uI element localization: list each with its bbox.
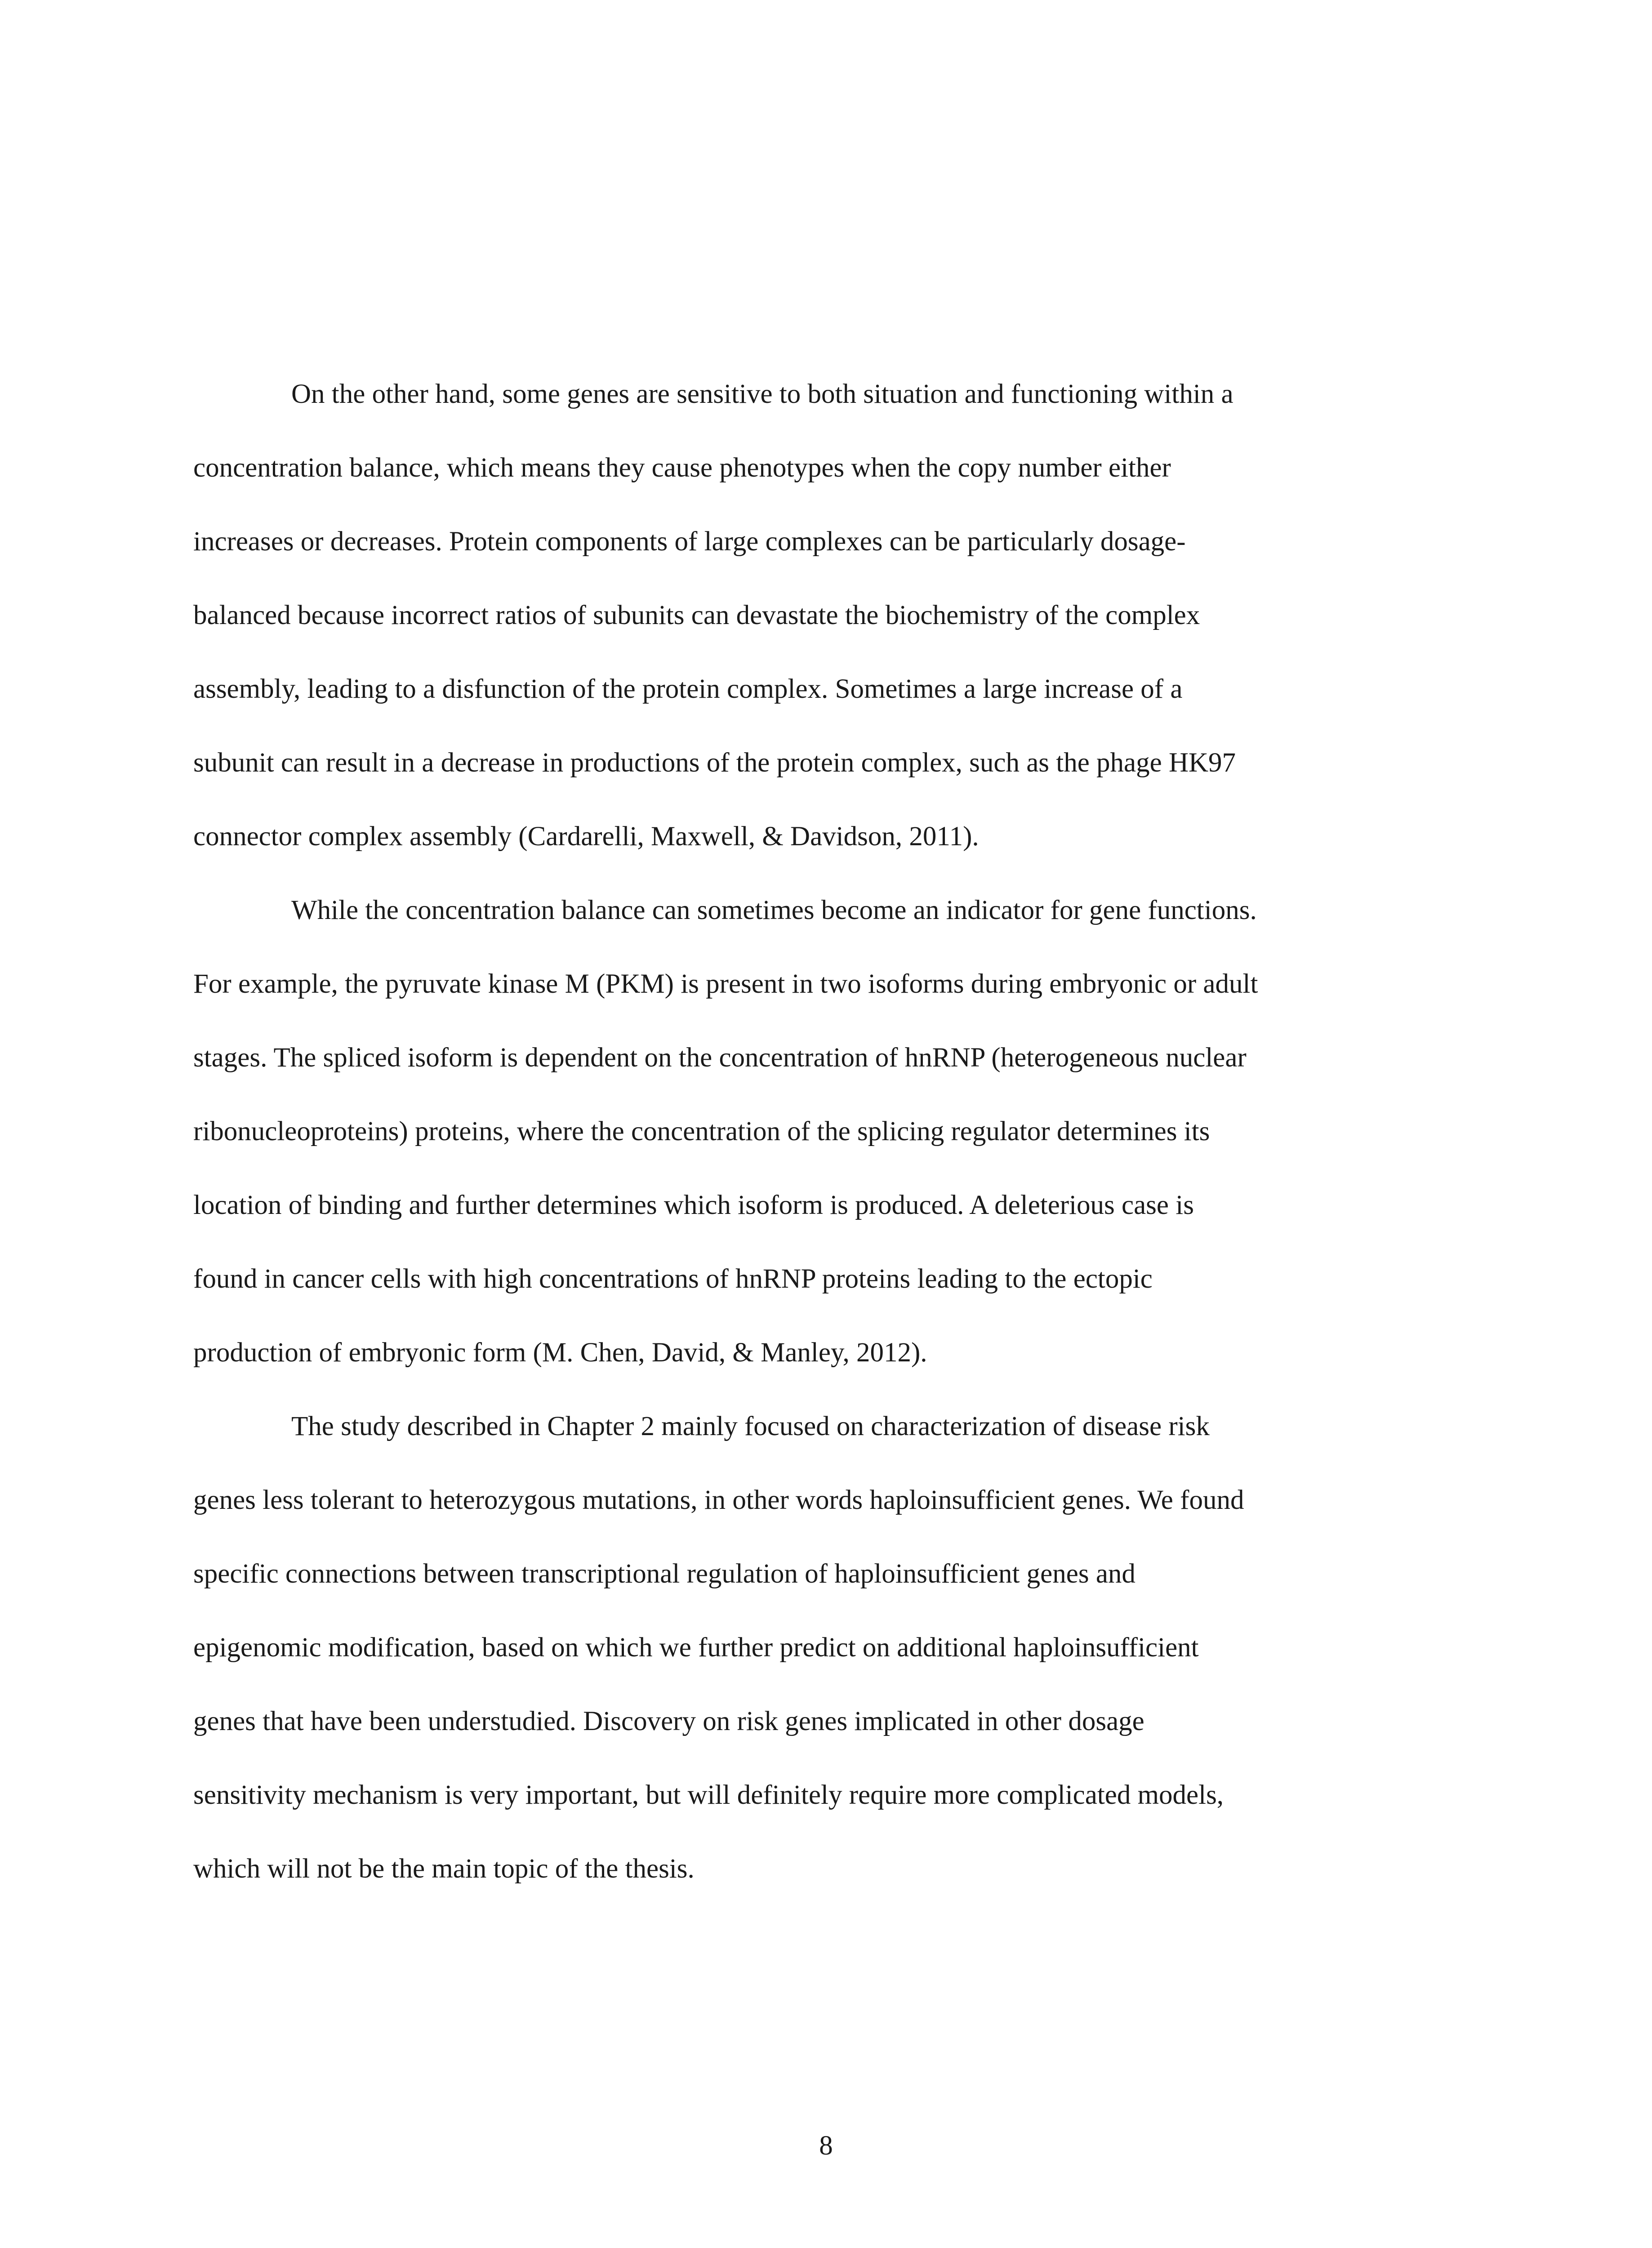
paragraph-2-line-5: location of binding and further determines which isoform is produced. A deleterious case is (193, 1190, 1194, 1220)
paragraph-1-line-4: balanced because incorrect ratios of subunits can devastate the biochemistry of the complex (193, 600, 1200, 630)
paragraph-2-line-7: production of embryonic form (M. Chen, David, & Manley, 2012). (193, 1338, 927, 1368)
paragraph-2-line-1: While the concentration balance can sometimes become an indicator for gene functions. (291, 895, 1257, 925)
paragraph-2-line-4: ribonucleoproteins) proteins, where the concentration of the splicing regulator determines its (193, 1116, 1210, 1146)
paragraph-1-line-5: assembly, leading to a disfunction of the protein complex. Sometimes a large increase of a (193, 674, 1183, 704)
paragraph-2-line-6: found in cancer cells with high concentrations of hnRNP proteins leading to the ectopic (193, 1264, 1153, 1294)
paragraph-3-line-6: sensitivity mechanism is very important, but will definitely require more complicated models, (193, 1780, 1224, 1810)
paragraph-3-line-2: genes less tolerant to heterozygous mutations, in other words haploinsufficient genes. We found (193, 1485, 1244, 1515)
paragraph-3-line-7: which will not be the main topic of the thesis. (193, 1854, 695, 1884)
paragraph-3-line-3: specific connections between transcriptional regulation of haploinsufficient genes and (193, 1559, 1135, 1589)
paragraph-3-line-1: The study described in Chapter 2 mainly focused on characterization of disease risk (291, 1411, 1210, 1441)
paragraph-1-line-1: On the other hand, some genes are sensitive to both situation and functioning within a (291, 379, 1233, 409)
paragraph-1-line-6: subunit can result in a decrease in productions of the protein complex, such as the phage HK97 (193, 748, 1236, 778)
paragraph-1-line-7: connector complex assembly (Cardarelli, Maxwell, & Davidson, 2011). (193, 821, 979, 852)
paragraph-1-line-3: increases or decreases. Protein components of large complexes can be particularly dosage- (193, 526, 1186, 557)
paragraph-2-line-2: For example, the pyruvate kinase M (PKM) is present in two isoforms during embryonic or adult (193, 969, 1258, 999)
body-text (193, 357, 1443, 1906)
paragraph-1-line-2: concentration balance, which means they cause phenotypes when the copy number either (193, 453, 1171, 483)
paragraph-2-line-3: stages. The spliced isoform is dependent on the concentration of hnRNP (heterogeneous nuclear (193, 1043, 1247, 1073)
paragraph-3-line-4: epigenomic modification, based on which we further predict on additional haploinsufficient (193, 1632, 1199, 1663)
paragraph-3-line-5: genes that have been understudied. Discovery on risk genes implicated in other dosage (193, 1706, 1144, 1736)
page-number: 8 (819, 2131, 833, 2161)
